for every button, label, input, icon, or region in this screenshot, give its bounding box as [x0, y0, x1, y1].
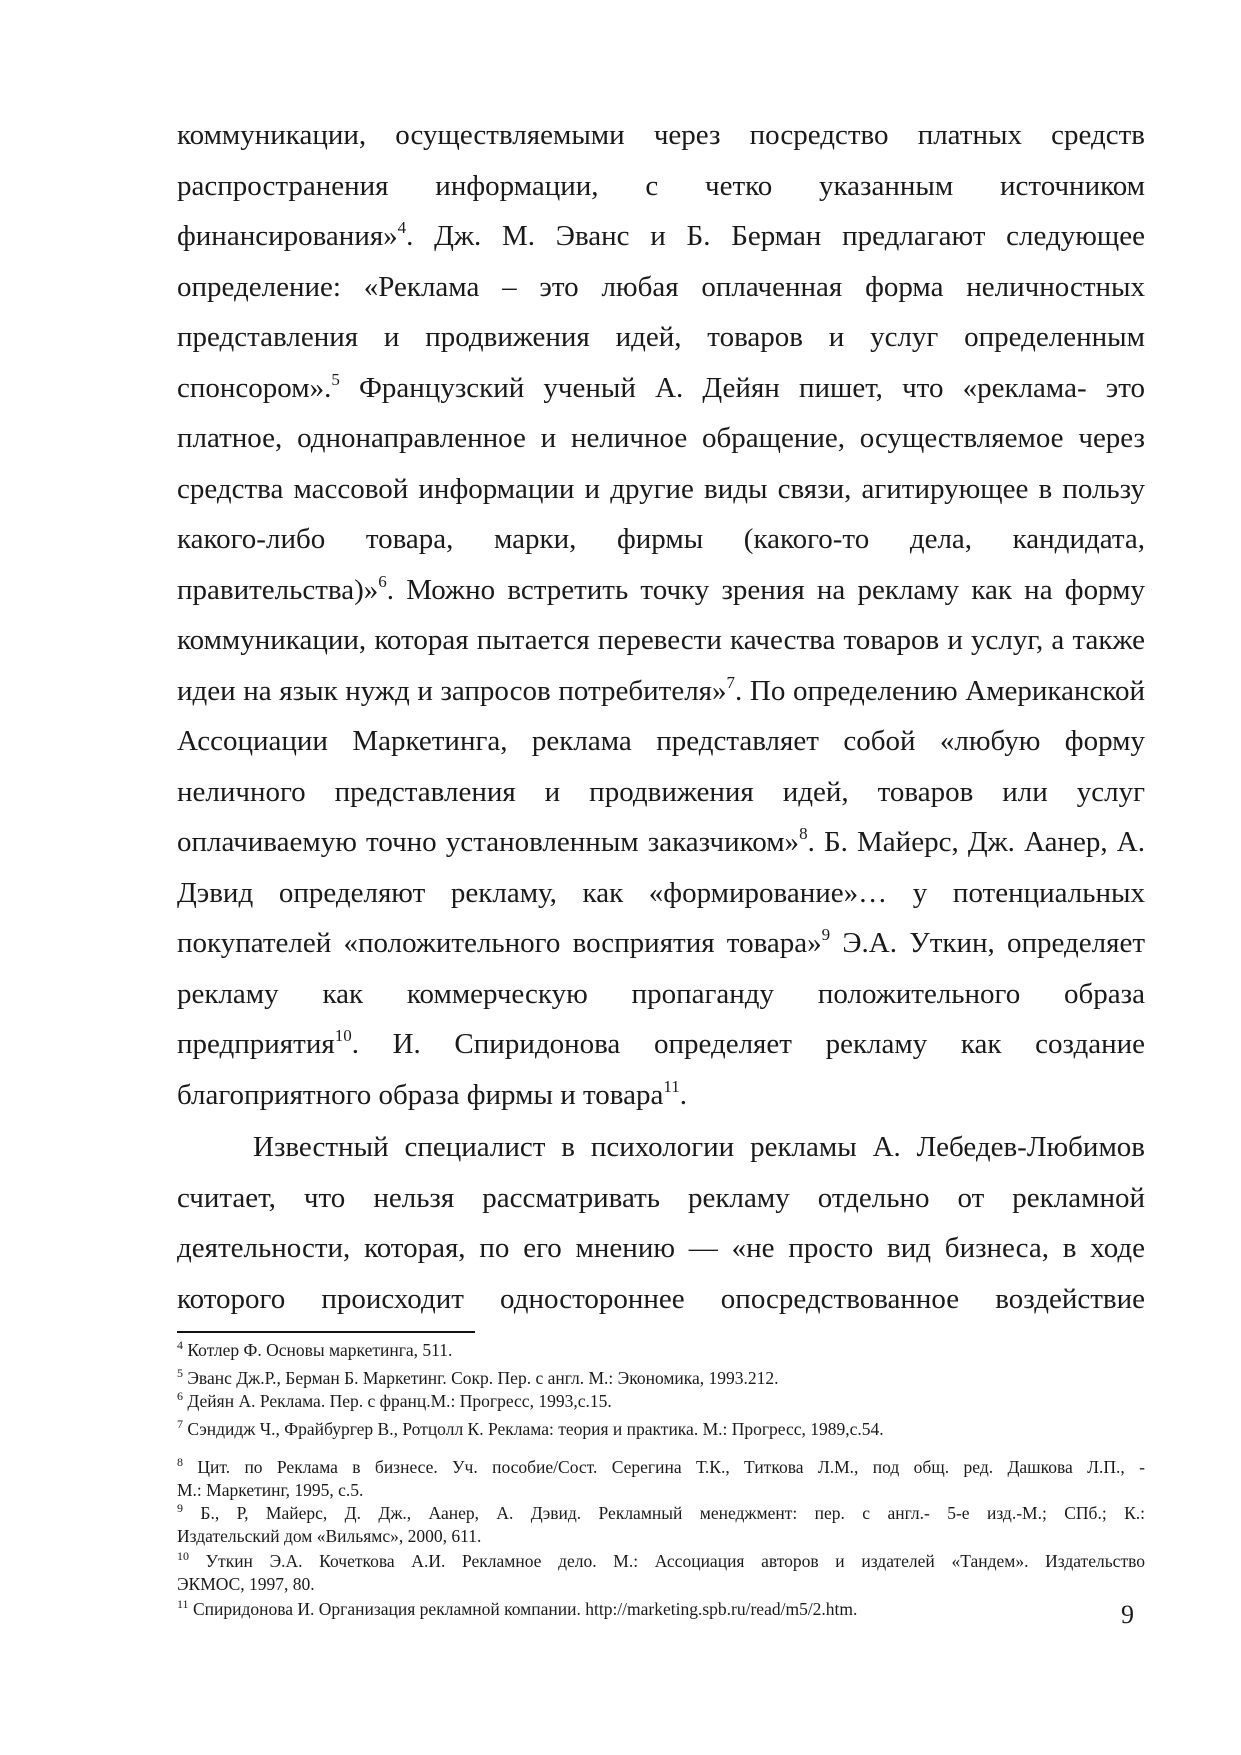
footnote: $^6$ Дейян А. Реклама. Пер. с франц.М.: Прогресс, 1993,с.15. — [177, 1389, 612, 1411]
text-line: Дэвид определяют рекламу, как «формирование»… у потенциальных — [177, 876, 1145, 909]
footnote: $^{11}$ Спиридонова И. Организация рекламной компании. http://marketing.spb.ru/read/m5/2.htm. — [177, 1597, 858, 1619]
text-line: деятельности, которая, по его мнению — «не просто вид бизнеса, в ходе — [177, 1232, 1145, 1264]
text-line: какого-либо товара, марки, фирмы (какого-то дела, кандидата, — [177, 523, 1145, 555]
text-line: коммуникации, осуществляемыми через посредство платных средств — [177, 119, 1145, 151]
text-line: благоприятного образа фирмы и товара$^{11}$. — [177, 1076, 687, 1111]
footnote-continuation: Издательский дом «Вильямс», 2000, 611. — [177, 1526, 482, 1546]
footnote-continuation: М.: Маркетинг, 1995, с.5. — [177, 1480, 364, 1500]
footnote-ref: 4 — [397, 218, 407, 237]
text-line: финансирования»$^4$. Дж. М. Эванс и Б. Берман предлагают следующее — [177, 218, 1145, 252]
footnote: $^{10}$ Уткин Э.А. Кочеткова А.И. Рекламное дело. М.: Ассоциация авторов и издателей «Тандем». Издательство — [177, 1549, 1145, 1571]
footnote: $^7$ Сэндидж Ч., Фрайбургер В., Ротцолл К. Реклама: теория и практика. М.: Прогресс, 1989,с.54. — [177, 1417, 884, 1439]
footnote-ref: 6 — [378, 571, 387, 591]
text-line: считает, что нельзя рассматривать рекламу отдельно от рекламной — [177, 1181, 1145, 1214]
page-number: 9 — [1121, 1600, 1134, 1629]
text-line: Известный специалист в психологии рекламы А. Лебедев-Любимов — [253, 1131, 1145, 1163]
text-line: спонсором».$^5$ Французский ученый А. Дейян пишет, что «реклама- это — [177, 369, 1145, 404]
text-line: представления и продвижения идей, товаров и услуг определенным — [177, 321, 1145, 353]
text-line: которого происходит одностороннее опосредствованное воздействие — [177, 1282, 1145, 1315]
text-line: неличного представления и продвижения идей, товаров или услуг — [177, 775, 1145, 808]
text-line: идеи на язык нужд и запросов потребителя»$^7$. По определению Американской — [177, 672, 1145, 707]
text-line: правительства)»$^6$. Можно встретить точку зрения на рекламу как на форму — [177, 571, 1145, 606]
text-line: определение: «Реклама – это любая оплаченная форма неличностных — [177, 270, 1145, 303]
text-line: рекламу как коммерческую пропаганду положительного образа — [177, 977, 1145, 1010]
footnote-ref: 8 — [799, 824, 808, 843]
text-line: средства массовой информации и другие виды связи, агитирующее в пользу — [177, 472, 1145, 505]
footnote-ref: 7 — [726, 672, 736, 692]
text-line: платное, однонаправленное и неличное обращение, осуществляемое через — [177, 422, 1145, 454]
text-line: коммуникации, которая пытается перевести качества товаров и услуг, а также — [177, 624, 1145, 656]
paragraph — [177, 1122, 1145, 1324]
text-line: Ассоциации Маркетинга, реклама представляет собой «любую форму — [177, 725, 1145, 757]
text-line: покупателей «положительного восприятия товара»$^9$ Э.А. Уткин, определяет — [177, 925, 1145, 959]
footnote-ref: 9 — [821, 925, 831, 944]
footnote-ref: 10 — [334, 1026, 352, 1045]
footnote: $^8$ Цит. по Реклама в бизнесе. Уч. пособие/Сост. Серегина Т.К., Титкова Л.М., под общ. ред. Дашкова Л.П., - — [177, 1455, 1145, 1477]
text-line: распространения информации, с четко указанным источником — [177, 169, 1145, 202]
text-line: предприятия$^{10}$. И. Спиридонова определяет рекламу как создание — [177, 1026, 1145, 1060]
text-line: оплачиваемую точно установленным заказчиком»$^8$. Б. Майерс, Дж. Аанер, А. — [177, 824, 1145, 858]
footnote: $^5$ Эванс Дж.Р., Берман Б. Маркетинг. Сокр. Пер. с англ. М.: Экономика, 1993.212. — [177, 1366, 779, 1388]
body-text — [177, 110, 1145, 1324]
footnote-ref: 11 — [663, 1076, 680, 1096]
footnote-ref: 5 — [331, 369, 340, 389]
footnote: $^4$ Котлер Ф. Основы маркетинга, 511. — [177, 1338, 453, 1360]
footnote: $^9$ Б., Р, Майерс, Д. Дж., Аанер, А. Дэвид. Рекламный менеджмент: пер. с англ.- 5-е изд.-М.; СПб.; К.: — [177, 1501, 1145, 1523]
footnote-separator — [177, 1331, 475, 1333]
paragraph — [177, 110, 1145, 1120]
footnote-continuation: ЭКМОС, 1997, 80. — [177, 1574, 315, 1594]
